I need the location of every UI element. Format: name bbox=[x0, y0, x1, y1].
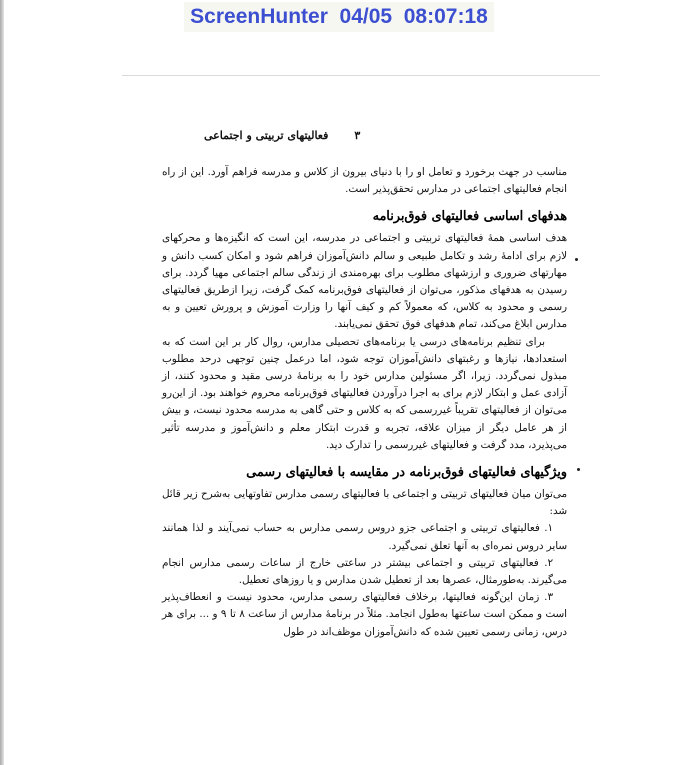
page-header bbox=[204, 129, 420, 142]
running-head-title: فعالیتهای تربیتی و اجتماعی bbox=[204, 129, 329, 142]
document-page bbox=[122, 75, 600, 765]
heading-characteristics: ویژگیهای فعالیتهای فوق‌برنامه در مقایسه با فعالیتهای رسمی bbox=[246, 465, 567, 481]
paragraph-basic-goals: هدف اساسی همهٔ فعالیتهای تربیتی و اجتماعی در مدرسه، این است که انگیزه‌ها و محرکهای لازم برای ادامهٔ رشد و تکامل طبیعی و سالم دانش‌آموزان فراهم شود و امکان کسب دانش و مهارتهای ضروری و ارزشهای مطلوب برای بهره‌مندی از زندگی سالم اجتماعی مهیا گردد. برای رسیدن به هدفهای مذکور، می‌توان از فعالیتهای فوق‌برنامه کمک گرفت، زیرا ازطریق فعالیتهای رسمی و محدود به کلاس، که معمولاً کم و کیف آنها را وزارت آموزش و پرورش تعیین و به مدارس ابلاغ می‌کند، تمام هدفهای فوق تحقق نمی‌یابند. bbox=[162, 232, 567, 331]
heading-basic-goals: هدفهای اساسی فعالیتهای فوق‌برنامه bbox=[372, 209, 567, 225]
paragraph-curriculum: برای تنظیم برنامه‌های درسی یا برنامه‌های تحصیلی مدارس، روال کار بر این است که به استعدادها، نیازها و رغبتهای دانش‌آموزان توجه شود، اما درعمل چنین توجهی درحد مطلوب مبذول نمی‌گردد. زیرا، اگر مسئولین مدارس خود را به برنامهٔ درسی مقید و محدود کنند، از آزادی عمل و ابتکار لازم برای به اجرا درآوردن فعالیتهای فوق‌برنامه محروم خواهند بود. از این‌رو می‌توان از فعالیتهای تقریباً غیررسمی که به کلاس و حتی گاهی به مدرسه محدود نیست، و بیش از هر عامل دیگر از میزان علاقه، تجربه و قدرت ابتکار معلم و دانش‌آموز و مدرسه تأثیر می‌پذیرد، مدد گرفت و فعالیتهای غیررسمی را تدارک دید. bbox=[162, 335, 567, 451]
margin-speck bbox=[577, 468, 580, 471]
list-item-3: ۳. زمان این‌گونه فعالیتها، برخلاف فعالیتهای رسمی مدارس، محدود نیست و انعطاف‌پذیر است و ممکن است ساعتها به‌طول انجامد. مثلاً در برنامهٔ مدارس از ساعت ۸ تا ۹ و ... برای هر درس، زمانی رسمی تعیین شده که دانش‌آموزان موظف‌اند در طول bbox=[162, 591, 567, 638]
paragraph-intro: مناسب در جهت برخورد و تعامل او را با دنیای بیرون از کلاس و مدرسه فراهم آورد. این از راه انجام فعالیتهای اجتماعی در مدارس تحقق‌پذیر است. bbox=[162, 166, 567, 196]
page-body bbox=[162, 164, 567, 641]
page-top-rule bbox=[122, 75, 600, 76]
screenshot-watermark bbox=[0, 2, 678, 32]
paragraph-differences: می‌توان میان فعالیتهای تربیتی و اجتماعی با فعالیتهای رسمی مدارس تفاوتهایی به‌شرح زیر قائل شد: bbox=[162, 488, 567, 518]
page-number: ۳ bbox=[354, 129, 361, 142]
viewer-left-edge bbox=[0, 0, 4, 765]
list-item-1: ۱. فعالیتهای تربیتی و اجتماعی جزو دروس رسمی مدارس به حساب نمی‌آیند و لذا همانند سایر دروس نمره‌ای به آنها تعلق نمی‌گیرد. bbox=[162, 522, 567, 552]
margin-speck bbox=[575, 258, 578, 261]
list-item-2: ۲. فعالیتهای تربیتی و اجتماعی بیشتر در ساعتی خارج از ساعات رسمی مدارس انجام می‌گیرند. به‌طورمثال، عصرها بعد از تعطیل شدن مدارس و یا روزهای تعطیل. bbox=[162, 556, 567, 587]
watermark-text: ScreenHunter 04/05 08:07:18 bbox=[184, 2, 494, 32]
